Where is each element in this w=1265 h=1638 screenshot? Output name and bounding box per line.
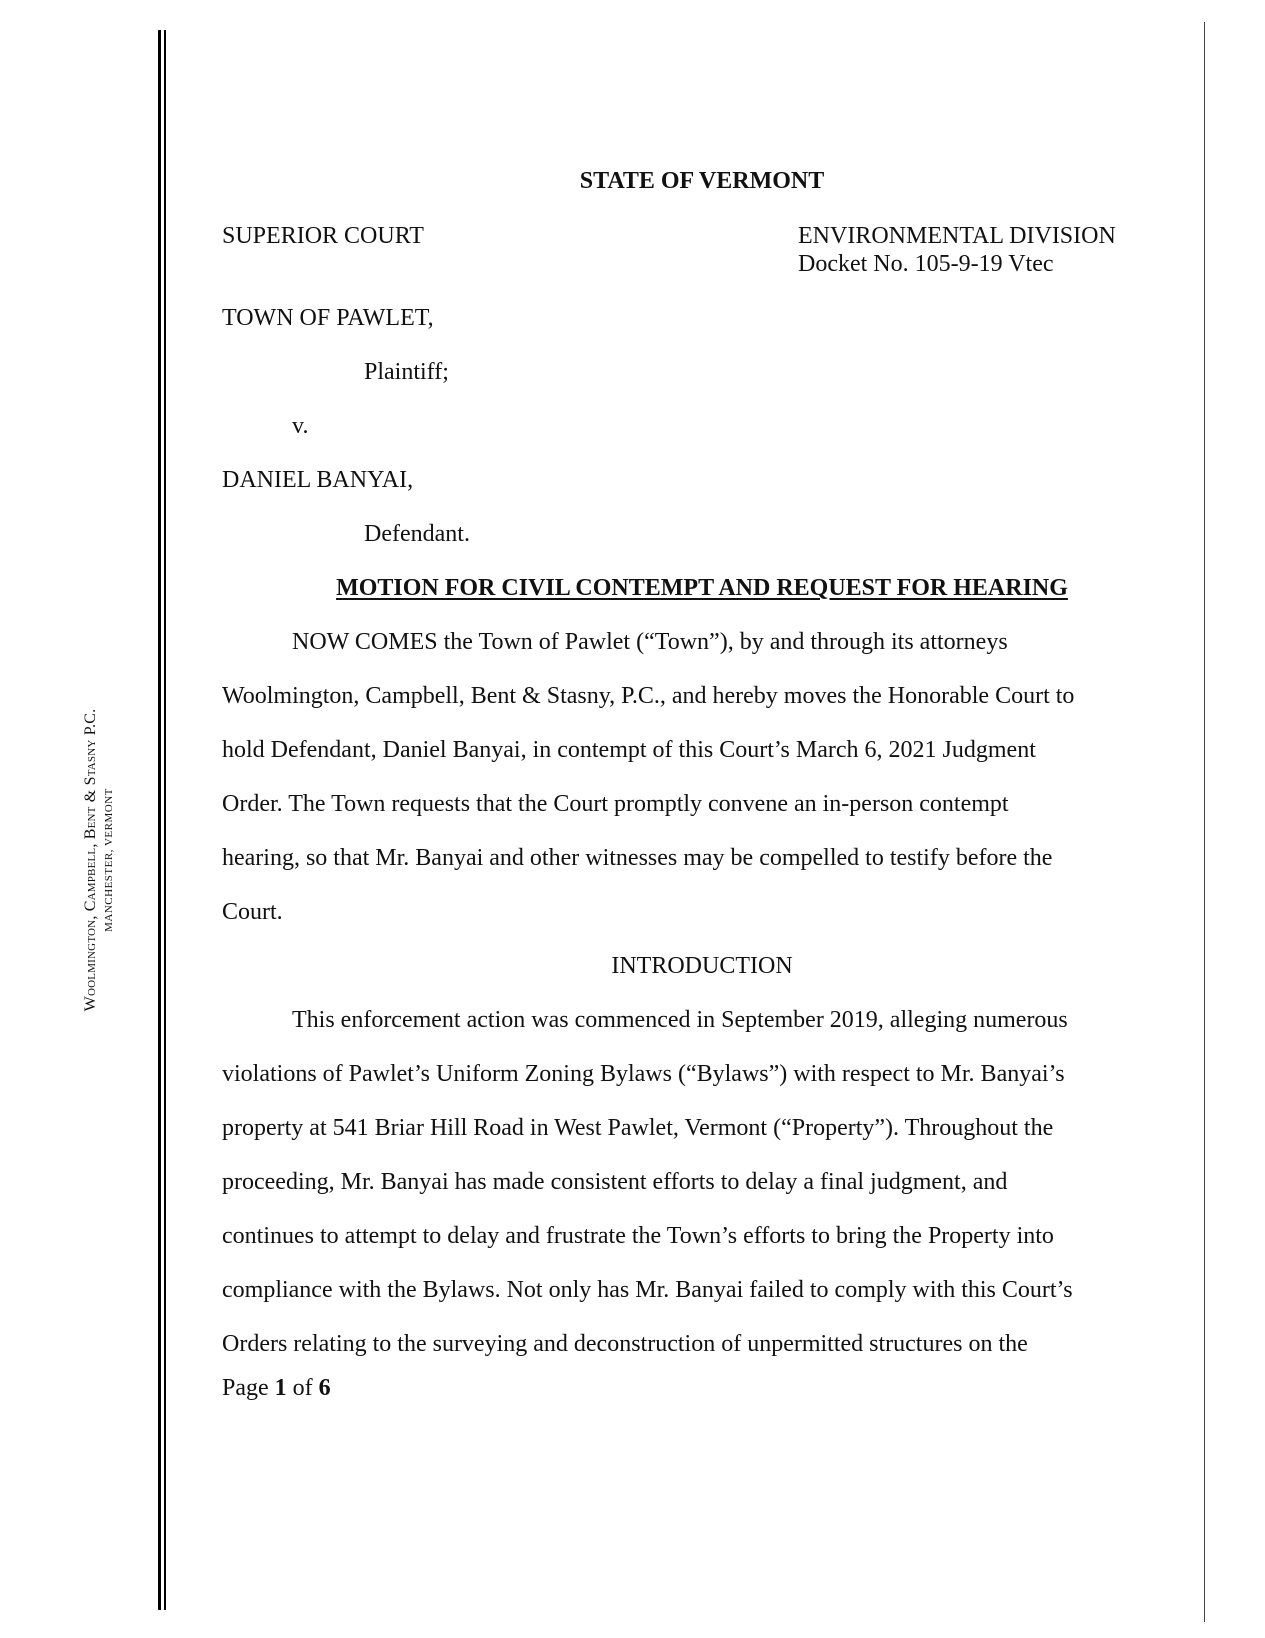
plaintiff-name: TOWN OF PAWLET, xyxy=(222,305,434,331)
paragraph-line: continues to attempt to delay and frustrate the Town’s efforts to bring the Property into xyxy=(222,1223,1054,1249)
paragraph-line: violations of Pawlet’s Uniform Zoning Bylaws (“Bylaws”) with respect to Mr. Banyai’s xyxy=(222,1061,1065,1087)
margin-rule-left-inner xyxy=(164,30,166,1610)
margin-rule-left-outer xyxy=(158,30,161,1610)
paragraph-line: hearing, so that Mr. Banyai and other witnesses may be compelled to testify before the xyxy=(222,845,1053,871)
paragraph-line: Court. xyxy=(222,899,283,925)
paragraph-line: Woolmington, Campbell, Bent & Stasny, P.C., and hereby moves the Honorable Court to xyxy=(222,683,1075,709)
division-name: ENVIRONMENTAL DIVISION xyxy=(798,223,1116,249)
court-name: SUPERIOR COURT xyxy=(222,223,424,249)
docket-number: Docket No. 105-9-19 Vtec xyxy=(798,251,1054,277)
defendant-role: Defendant. xyxy=(364,521,470,547)
page-current: 1 xyxy=(274,1375,287,1401)
paragraph-line: compliance with the Bylaws. Not only has Mr. Banyai failed to comply with this Court’s xyxy=(222,1277,1073,1303)
versus: v. xyxy=(292,413,309,439)
firm-sidebar xyxy=(82,709,118,1012)
state-heading: STATE OF VERMONT xyxy=(579,168,825,194)
paragraph-line: Order. The Town requests that the Court promptly convene an in-person contempt xyxy=(222,791,1009,817)
document-title: MOTION FOR CIVIL CONTEMPT AND REQUEST FOR HEARING xyxy=(336,575,1068,601)
paragraph-line: hold Defendant, Daniel Banyai, in contempt of this Court’s March 6, 2021 Judgment xyxy=(222,737,1036,763)
page-total: 6 xyxy=(318,1375,331,1401)
firm-name: Woolmington, Campbell, Bent & Stasny P.C. xyxy=(82,708,99,1012)
paragraph-line: Orders relating to the surveying and deconstruction of unpermitted structures on the xyxy=(222,1331,1028,1357)
section-heading: INTRODUCTION xyxy=(611,953,793,979)
defendant-name: DANIEL BANYAI, xyxy=(222,467,414,493)
paragraph-line: property at 541 Briar Hill Road in West Pawlet, Vermont (“Property”). Throughout the xyxy=(222,1115,1054,1141)
paragraph-line: proceeding, Mr. Banyai has made consistent efforts to delay a final judgment, and xyxy=(222,1169,1008,1195)
firm-location: MANCHESTER, VERMONT xyxy=(103,788,115,932)
margin-rule-right xyxy=(1204,22,1205,1622)
page-footer xyxy=(222,1374,331,1402)
page-label: Page xyxy=(222,1375,269,1401)
paragraph-line: NOW COMES the Town of Pawlet (“Town”), by and through its attorneys xyxy=(292,629,1008,655)
of-label: of xyxy=(292,1375,313,1401)
plaintiff-role: Plaintiff; xyxy=(364,359,449,385)
paragraph-line: This enforcement action was commenced in September 2019, alleging numerous xyxy=(292,1007,1068,1033)
